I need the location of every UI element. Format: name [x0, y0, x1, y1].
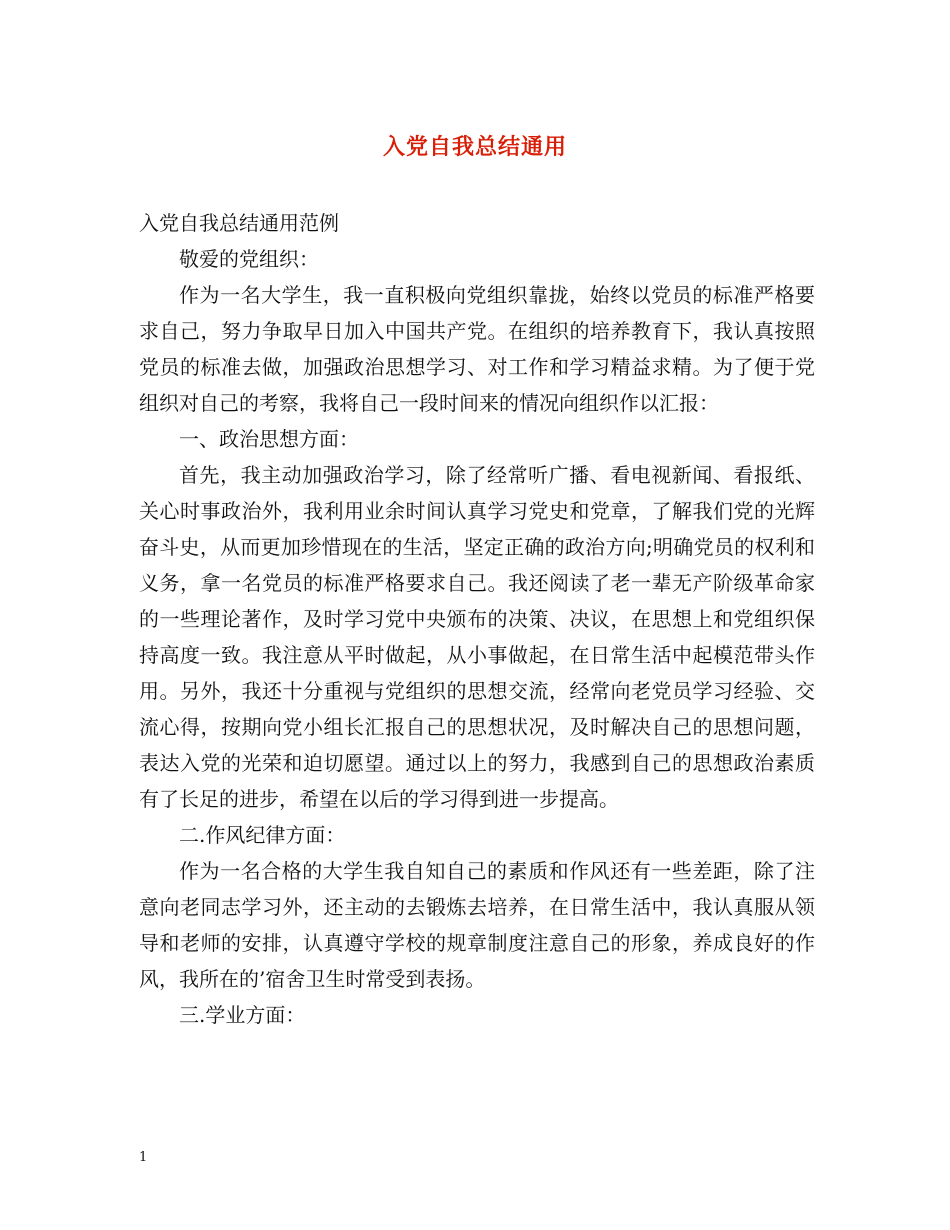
discipline-paragraph: 作为一名合格的大学生我自知自己的素质和作风还有一些差距，除了注意向老同志学习外，还主动的去锻炼去培养，在日常生活中，我认真服从领导和老师的安排，认真遵守学校的规章制度注意自己的形象，养成良好的作风，我所在的’宿舍卫生时常受到表扬。 [139, 859, 815, 991]
section-heading-political: 一、政治思想方面： [179, 427, 359, 451]
page-number: 1 [139, 1150, 148, 1165]
section-heading-academic: 三.学业方面： [179, 1003, 306, 1027]
document-body [139, 205, 815, 1033]
salutation-paragraph: 敬爱的党组织： [179, 247, 319, 271]
section-heading-discipline: 二.作风纪律方面： [179, 823, 346, 847]
political-paragraph: 首先，我主动加强政治学习，除了经常听广播、看电视新闻、看报纸、关心时事政治外，我利用业余时间认真学习党史和党章，了解我们党的光辉奋斗史，从而更加珍惜现在的生活，坚定正确的政治方向;明确党员的权利和义务，拿一名党员的标准严格要求自己。我还阅读了老一辈无产阶级革命家的一些理论著作，及时学习党中央颁布的决策、决议，在思想上和党组织保持高度一致。我注意从平时做起，从小事做起，在日常生活中起模范带头作用。另外，我还十分重视与党组织的思想交流，经常向老党员学习经验、交流心得，按期向党小组长汇报自己的思想状况，及时解决自己的思想问题，表达入党的光荣和迫切愿望。通过以上的努力，我感到自己的思想政治素质有了长足的进步，希望在以后的学习得到进一步提高。 [139, 463, 815, 811]
subtitle-paragraph: 入党自我总结通用范例 [139, 211, 339, 235]
document-title: 入党自我总结通用 [382, 134, 567, 160]
intro-paragraph: 作为一名大学生，我一直积极向党组织靠拢，始终以党员的标准严格要求自己，努力争取早日加入中国共产党。在组织的培养教育下，我认真按照党员的标准去做，加强政治思想学习、对工作和学习精益求精。为了便于党组织对自己的考察，我将自己一段时间来的情况向组织作以汇报： [139, 283, 815, 415]
